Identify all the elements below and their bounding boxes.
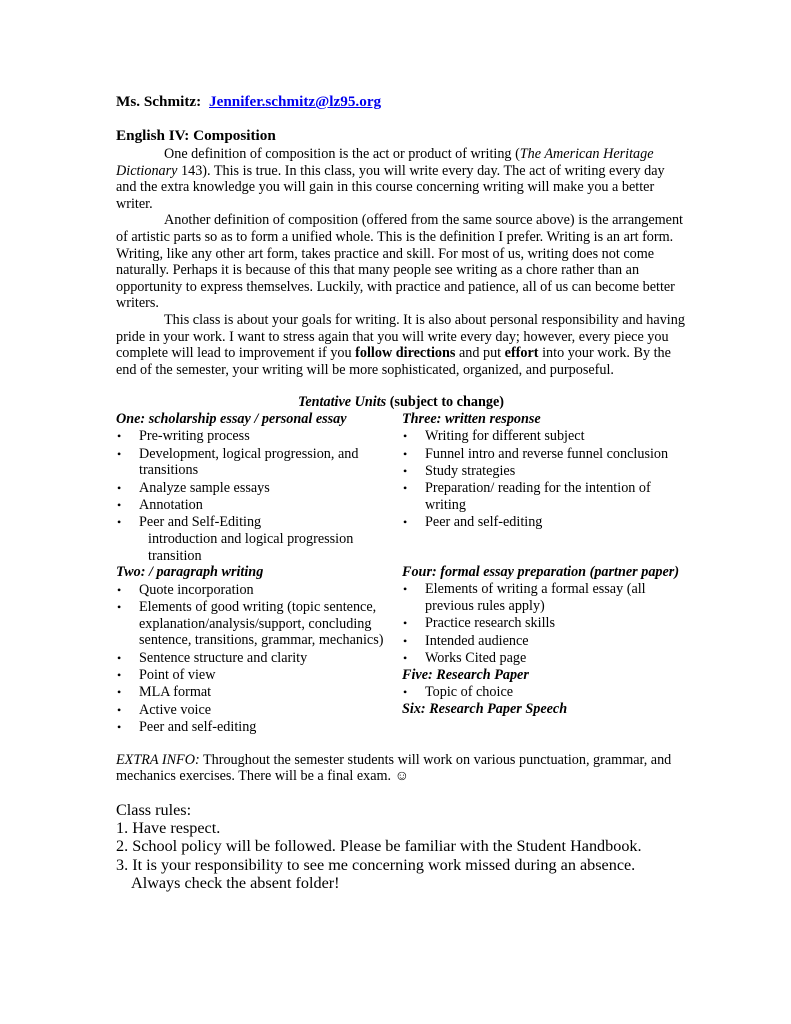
emphasis-follow-directions: follow directions [355, 345, 456, 362]
list-item: • Pre-writing process [116, 428, 402, 445]
units-right-column [402, 411, 686, 736]
units-left-column [116, 411, 402, 736]
unit-five-title: Five: Research Paper [402, 666, 529, 683]
list-item: • Works Cited page [402, 649, 686, 666]
emphasis-effort: effort [504, 345, 539, 362]
intro-paragraph-2: Another definition of composition (offered from the same source above) is the arrangement of artistic parts so as to form a unified whole. This is the definition I prefer. Writing is an art form. Writing, like any other art form, takes practice and skill. For most of us, writing does not come naturally. Perhaps it is because of this that many people see writing as a chore rather than an opportunity to express themselves. Luckily, with practice and patience, all of us can become better writers. [116, 212, 683, 312]
unit-three-title: Three: written response [402, 410, 541, 427]
extra-info: EXTRA INFO: Throughout the semester students will work on various punctuation, grammar, and mechanics exercises. There will be a final exam. ☺ [116, 751, 672, 785]
list-item: • Development, logical progression, and transitions [116, 445, 402, 479]
list-item: • Topic of choice [402, 683, 686, 700]
unit-two-list [116, 581, 402, 736]
list-item: • Writing for different subject [402, 428, 686, 445]
units-columns [116, 411, 686, 736]
unit-two-title: Two: / paragraph writing [116, 564, 264, 581]
rule-item: 3. It is your responsibility to see me concerning work missed during an absence. Always check the absent folder! [116, 855, 636, 892]
list-item: • Point of view [116, 666, 402, 683]
course-title: English IV: Composition [116, 127, 276, 144]
sub-item: introduction and logical progression [148, 531, 354, 548]
list-item: • Active voice [116, 701, 402, 718]
list-item: • Peer and Self-Editing [116, 514, 402, 531]
unit-three-list [402, 428, 686, 532]
unit-one-title: One: scholarship essay / personal essay [116, 410, 347, 427]
list-item: • Annotation [116, 496, 402, 513]
list-item: • MLA format [116, 684, 402, 701]
list-item: • Sentence structure and clarity [116, 649, 402, 666]
teacher-name: Ms. Schmitz: [116, 93, 202, 110]
rule-item: 1. Have respect. [116, 819, 221, 838]
unit-six-title: Six: Research Paper Speech [402, 700, 568, 717]
list-item: • Analyze sample essays [116, 479, 402, 496]
list-item: • Elements of good writing (topic sentence, explanation/analysis/support, concluding sentence, transitions, grammar, mechanics) [116, 598, 402, 649]
list-item: • Intended audience [402, 632, 686, 649]
list-item: • Peer and self-editing [402, 514, 686, 531]
list-item: • Elements of writing a formal essay (all previous rules apply) [402, 581, 686, 615]
unit-four-title: Four: formal essay preparation (partner paper) [402, 564, 680, 581]
intro-paragraph-1: One definition of composition is the act or product of writing (The American Heritage Dictionary 143). This is true. In this class, you will write every day. The act of writing every day and the extra knowledge you will gain in this course concerning writing will make you a better writer. [116, 146, 665, 212]
unit-five-list [402, 683, 686, 700]
citation-title: The American Heritage Dictionary [116, 146, 654, 179]
rule-item: 2. School policy will be followed. Please be familiar with the Student Handbook. [116, 837, 642, 856]
email-link[interactable]: Jennifer.schmitz@lz95.org [209, 93, 382, 110]
sub-item: transition [148, 547, 202, 564]
list-item: • Funnel intro and reverse funnel conclusion [402, 445, 686, 462]
teacher-header [116, 94, 686, 112]
list-item: • Peer and self-editing [116, 718, 402, 735]
extra-info-label: EXTRA INFO: [116, 751, 200, 768]
list-item: • Study strategies [402, 462, 686, 479]
list-item: • Practice research skills [402, 615, 686, 632]
intro-paragraph-3: This class is about your goals for writing. It is also about personal responsibility and having pride in your work. I want to stress again that you will write every day; however, every piece you complete will lead to improvement if you follow directions and put effort into your work. By the end of the semester, your writing will be more sophisticated, organized, and purposeful. [116, 311, 685, 378]
list-item: • Quote incorporation [116, 581, 402, 598]
unit-one-list [116, 428, 402, 532]
units-heading: Tentative Units (subject to change) [298, 394, 504, 411]
unit-four-list [402, 581, 686, 667]
list-item: • Preparation/ reading for the intention of writing [402, 480, 686, 514]
class-rules-title: Class rules: [116, 800, 192, 819]
class-rules [116, 801, 686, 892]
document-page [116, 94, 686, 892]
